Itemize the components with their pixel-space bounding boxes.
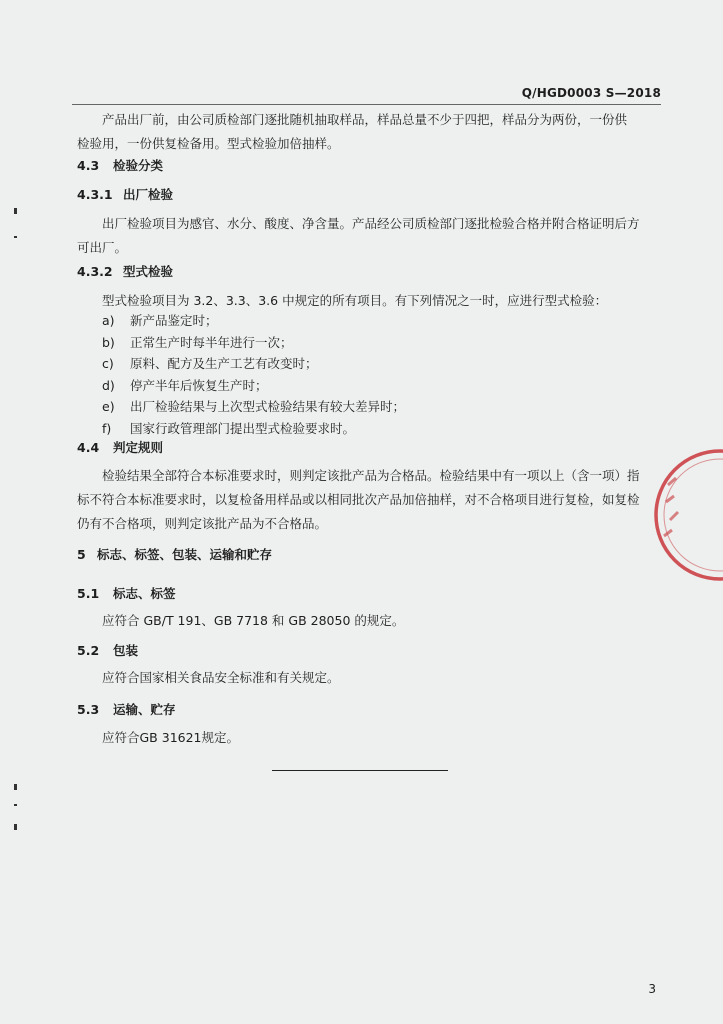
heading-5-1-title: 标志、标签 — [113, 586, 176, 601]
labeling-text: 应符合 GB/T 191、GB 7718 和 GB 28050 的规定。 — [102, 613, 405, 628]
heading-5-title: 标志、标签、包装、运输和贮存 — [97, 547, 273, 562]
scan-mark — [14, 208, 17, 214]
list-item: f) 国家行政管理部门提出型式检验要求时。 — [102, 420, 356, 436]
judgement-line-2: 标不符合本标准要求时，以复检备用样品或以相同批次产品加倍抽样，对不合格项目进行复检，如复检 — [77, 492, 640, 507]
heading-5-3 — [77, 700, 176, 718]
heading-4-4-number: 4.4 — [77, 440, 100, 455]
intro-line-1: 产品出厂前，由公司质检部门逐批随机抽取样品，样品总量不少于四把，样品分为两份，一份供 — [102, 112, 628, 127]
list-item: d) 停产半年后恢复生产时； — [102, 377, 268, 393]
seal-inner-ring — [664, 459, 723, 571]
heading-4-3-1-title: 出厂检验 — [123, 187, 174, 202]
judgement-rules-paragraph — [77, 464, 661, 536]
end-rule — [272, 770, 448, 771]
heading-5-2 — [77, 641, 138, 659]
scan-mark — [14, 236, 17, 238]
heading-4-3-1-number: 4.3.1 — [77, 187, 113, 202]
transport-storage-paragraph — [77, 726, 661, 750]
intro-line-2: 检验用，一份供复检备用。型式检验加倍抽样。 — [77, 136, 340, 151]
heading-4-3-title: 检验分类 — [113, 158, 164, 173]
list-item: e) 出厂检验结果与上次型式检验结果有较大差异时； — [102, 399, 406, 414]
packaging-paragraph — [77, 666, 661, 690]
judgement-line-3: 仍有不合格项，则判定该批产品为不合格品。 — [77, 516, 328, 531]
heading-5-3-number: 5.3 — [77, 702, 100, 717]
list-item: c) 原料、配方及生产工艺有改变时； — [102, 356, 318, 371]
heading-5 — [77, 545, 272, 563]
heading-4-4 — [77, 438, 163, 456]
heading-4-3-1 — [77, 185, 173, 203]
type-inspection-intro-text: 型式检验项目为 3.2、3.3、3.6 中规定的所有项目。有下列情况之一时，应进行型式检验： — [102, 293, 608, 308]
heading-4-3-number: 4.3 — [77, 158, 100, 173]
heading-4-3-2-number: 4.3.2 — [77, 264, 113, 279]
heading-5-1-number: 5.1 — [77, 586, 100, 601]
intro-paragraph — [77, 108, 661, 156]
heading-5-3-title: 运输、贮存 — [113, 702, 176, 717]
seal-ring — [656, 451, 723, 579]
factory-inspection-line-2: 可出厂。 — [77, 240, 128, 255]
judgement-line-1: 检验结果全部符合本标准要求时，则判定该批产品为合格品。检验结果中有一项以上（含一项）指 — [102, 468, 640, 483]
scan-mark — [14, 804, 17, 806]
seal-text-strokes — [664, 478, 678, 536]
scan-mark — [14, 824, 17, 830]
heading-4-4-title: 判定规则 — [113, 440, 164, 455]
heading-5-2-title: 包装 — [113, 643, 139, 658]
packaging-text: 应符合国家相关食品安全标准和有关规定。 — [102, 670, 340, 685]
labeling-paragraph — [77, 609, 661, 633]
list-item: a) 新产品鉴定时； — [102, 313, 218, 328]
header-rule — [72, 104, 661, 105]
factory-inspection-paragraph — [77, 212, 661, 260]
transport-storage-text: 应符合GB 31621规定。 — [102, 730, 239, 745]
red-seal-stamp — [640, 440, 723, 590]
heading-4-3-2-title: 型式检验 — [123, 264, 174, 279]
heading-5-number: 5 — [77, 547, 86, 562]
page-number: 3 — [648, 982, 656, 996]
heading-4-3-2 — [77, 262, 173, 280]
document-code: Q/HGD0003 S—2018 — [521, 86, 661, 100]
list-item: b) 正常生产时每半年进行一次； — [102, 334, 293, 350]
heading-5-2-number: 5.2 — [77, 643, 100, 658]
heading-4-3 — [77, 156, 163, 174]
type-inspection-conditions — [102, 310, 405, 439]
heading-5-1 — [77, 584, 176, 602]
factory-inspection-line-1: 出厂检验项目为感官、水分、酸度、净含量。产品经公司质检部门逐批检验合格并附合格证明后方 — [102, 216, 640, 231]
scan-mark — [14, 784, 17, 790]
